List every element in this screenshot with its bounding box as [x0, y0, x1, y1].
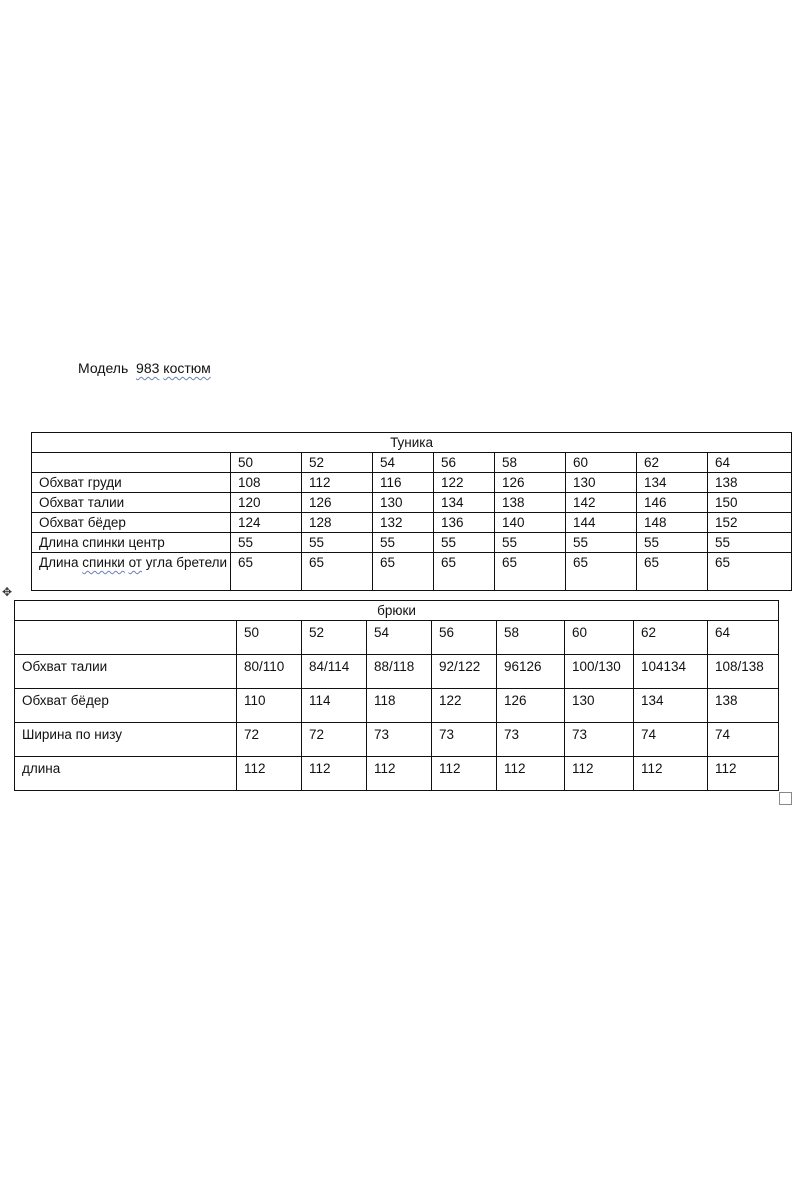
tunic-last-label-part: от — [128, 555, 142, 570]
model-name: костюм — [163, 360, 211, 376]
pants-row — [15, 723, 779, 757]
tunic-value-cell: 152 — [708, 513, 792, 533]
tunic-value-cell: 150 — [708, 493, 792, 513]
tunic-size-cell: 62 — [637, 453, 708, 473]
pants-row — [15, 689, 779, 723]
pants-value-cell: 84/114 — [302, 655, 367, 689]
tunic-value-cell: 134 — [434, 493, 495, 513]
tunic-value-cell: 108 — [231, 473, 302, 493]
tunic-size-table — [31, 432, 792, 591]
pants-row-label: Обхват талии — [15, 655, 237, 689]
tunic-value-cell: 65 — [434, 553, 495, 591]
tunic-value-cell: 136 — [434, 513, 495, 533]
resize-square-icon[interactable] — [779, 792, 792, 805]
tunic-row — [32, 493, 792, 513]
pants-value-cell: 73 — [497, 723, 565, 757]
pants-value-cell: 80/110 — [237, 655, 302, 689]
tunic-value-cell: 65 — [231, 553, 302, 591]
pants-value-cell: 138 — [708, 689, 779, 723]
tunic-title-row — [32, 433, 792, 453]
tunic-value-cell: 65 — [302, 553, 373, 591]
pants-value-cell: 74 — [708, 723, 779, 757]
tunic-row-label: Обхват груди — [32, 473, 231, 493]
model-number: 983 — [136, 360, 160, 376]
tunic-size-cell: 58 — [495, 453, 566, 473]
tunic-row — [32, 553, 792, 591]
pants-value-cell: 112 — [708, 757, 779, 791]
tunic-last-label-part: Длина — [39, 555, 83, 570]
tunic-row-label — [32, 553, 231, 591]
tunic-value-cell: 120 — [231, 493, 302, 513]
pants-size-cell: 56 — [432, 621, 497, 655]
tunic-value-cell: 130 — [566, 473, 637, 493]
pants-sizes-header-empty — [15, 621, 237, 655]
tunic-value-cell: 138 — [708, 473, 792, 493]
tunic-row-label: Обхват талии — [32, 493, 231, 513]
pants-title-row — [15, 601, 779, 621]
tunic-size-cell: 54 — [373, 453, 434, 473]
pants-row-label: Ширина по низу — [15, 723, 237, 757]
pants-value-cell: 112 — [634, 757, 708, 791]
pants-value-cell: 130 — [565, 689, 634, 723]
tunic-value-cell: 130 — [373, 493, 434, 513]
tunic-value-cell: 132 — [373, 513, 434, 533]
tunic-value-cell: 116 — [373, 473, 434, 493]
pants-value-cell: 114 — [302, 689, 367, 723]
pants-size-cell: 60 — [565, 621, 634, 655]
pants-value-cell: 73 — [432, 723, 497, 757]
pants-row-label: Обхват бёдер — [15, 689, 237, 723]
tunic-last-label-part: угла бретели — [141, 555, 228, 570]
tunic-value-cell: 55 — [434, 533, 495, 553]
tunic-value-cell: 122 — [434, 473, 495, 493]
tunic-value-cell: 65 — [566, 553, 637, 591]
pants-value-cell: 108/138 — [708, 655, 779, 689]
tunic-size-cell: 60 — [566, 453, 637, 473]
tunic-value-cell: 138 — [495, 493, 566, 513]
pants-size-cell: 58 — [497, 621, 565, 655]
pants-title: брюки — [15, 601, 779, 621]
tunic-value-cell: 65 — [373, 553, 434, 591]
pants-value-cell: 134 — [634, 689, 708, 723]
tunic-value-cell: 55 — [495, 533, 566, 553]
pants-value-cell: 73 — [367, 723, 432, 757]
tunic-size-cell: 64 — [708, 453, 792, 473]
tunic-title: Туника — [32, 433, 792, 453]
pants-value-cell: 100/130 — [565, 655, 634, 689]
pants-value-cell: 96126 — [497, 655, 565, 689]
tunic-row-label: Обхват бёдер — [32, 513, 231, 533]
tunic-value-cell: 144 — [566, 513, 637, 533]
pants-value-cell: 112 — [367, 757, 432, 791]
pants-size-cell: 50 — [237, 621, 302, 655]
model-label: Модель — [78, 360, 129, 376]
tunic-value-cell: 128 — [302, 513, 373, 533]
tunic-value-cell: 124 — [231, 513, 302, 533]
tunic-value-cell: 65 — [637, 553, 708, 591]
pants-row — [15, 757, 779, 791]
tunic-last-label-part: спинки — [82, 555, 125, 570]
pants-value-cell: 112 — [237, 757, 302, 791]
pants-value-cell: 112 — [565, 757, 634, 791]
tunic-value-cell: 55 — [231, 533, 302, 553]
tunic-size-cell: 56 — [434, 453, 495, 473]
tunic-value-cell: 140 — [495, 513, 566, 533]
tunic-value-cell: 55 — [566, 533, 637, 553]
pants-size-cell: 54 — [367, 621, 432, 655]
tunic-sizes-row — [32, 453, 792, 473]
tunic-row — [32, 533, 792, 553]
tunic-value-cell: 148 — [637, 513, 708, 533]
pants-value-cell: 72 — [302, 723, 367, 757]
pants-size-cell: 52 — [302, 621, 367, 655]
pants-value-cell: 110 — [237, 689, 302, 723]
move-cross-icon[interactable]: ✥ — [1, 585, 13, 599]
tunic-value-cell: 55 — [708, 533, 792, 553]
model-heading — [78, 360, 211, 376]
tunic-value-cell: 65 — [708, 553, 792, 591]
pants-row-label: длина — [15, 757, 237, 791]
tunic-value-cell: 146 — [637, 493, 708, 513]
pants-size-table — [14, 600, 779, 791]
tunic-value-cell: 65 — [495, 553, 566, 591]
tunic-row-label: Длина спинки центр — [32, 533, 231, 553]
tunic-value-cell: 142 — [566, 493, 637, 513]
tunic-size-cell: 50 — [231, 453, 302, 473]
pants-value-cell: 122 — [432, 689, 497, 723]
pants-value-cell: 73 — [565, 723, 634, 757]
tunic-value-cell: 55 — [373, 533, 434, 553]
tunic-value-cell: 126 — [495, 473, 566, 493]
pants-value-cell: 88/118 — [367, 655, 432, 689]
pants-value-cell: 104134 — [634, 655, 708, 689]
pants-row — [15, 655, 779, 689]
pants-value-cell: 118 — [367, 689, 432, 723]
pants-value-cell: 112 — [432, 757, 497, 791]
tunic-value-cell: 126 — [302, 493, 373, 513]
pants-value-cell: 74 — [634, 723, 708, 757]
pants-value-cell: 112 — [497, 757, 565, 791]
pants-value-cell: 126 — [497, 689, 565, 723]
pants-size-cell: 62 — [634, 621, 708, 655]
tunic-value-cell: 134 — [637, 473, 708, 493]
tunic-value-cell: 112 — [302, 473, 373, 493]
pants-sizes-row — [15, 621, 779, 655]
pants-value-cell: 72 — [237, 723, 302, 757]
tunic-value-cell: 55 — [302, 533, 373, 553]
tunic-sizes-header-empty — [32, 453, 231, 473]
tunic-size-cell: 52 — [302, 453, 373, 473]
pants-value-cell: 112 — [302, 757, 367, 791]
tunic-value-cell: 55 — [637, 533, 708, 553]
tunic-row — [32, 473, 792, 493]
tunic-row — [32, 513, 792, 533]
pants-value-cell: 92/122 — [432, 655, 497, 689]
pants-size-cell: 64 — [708, 621, 779, 655]
